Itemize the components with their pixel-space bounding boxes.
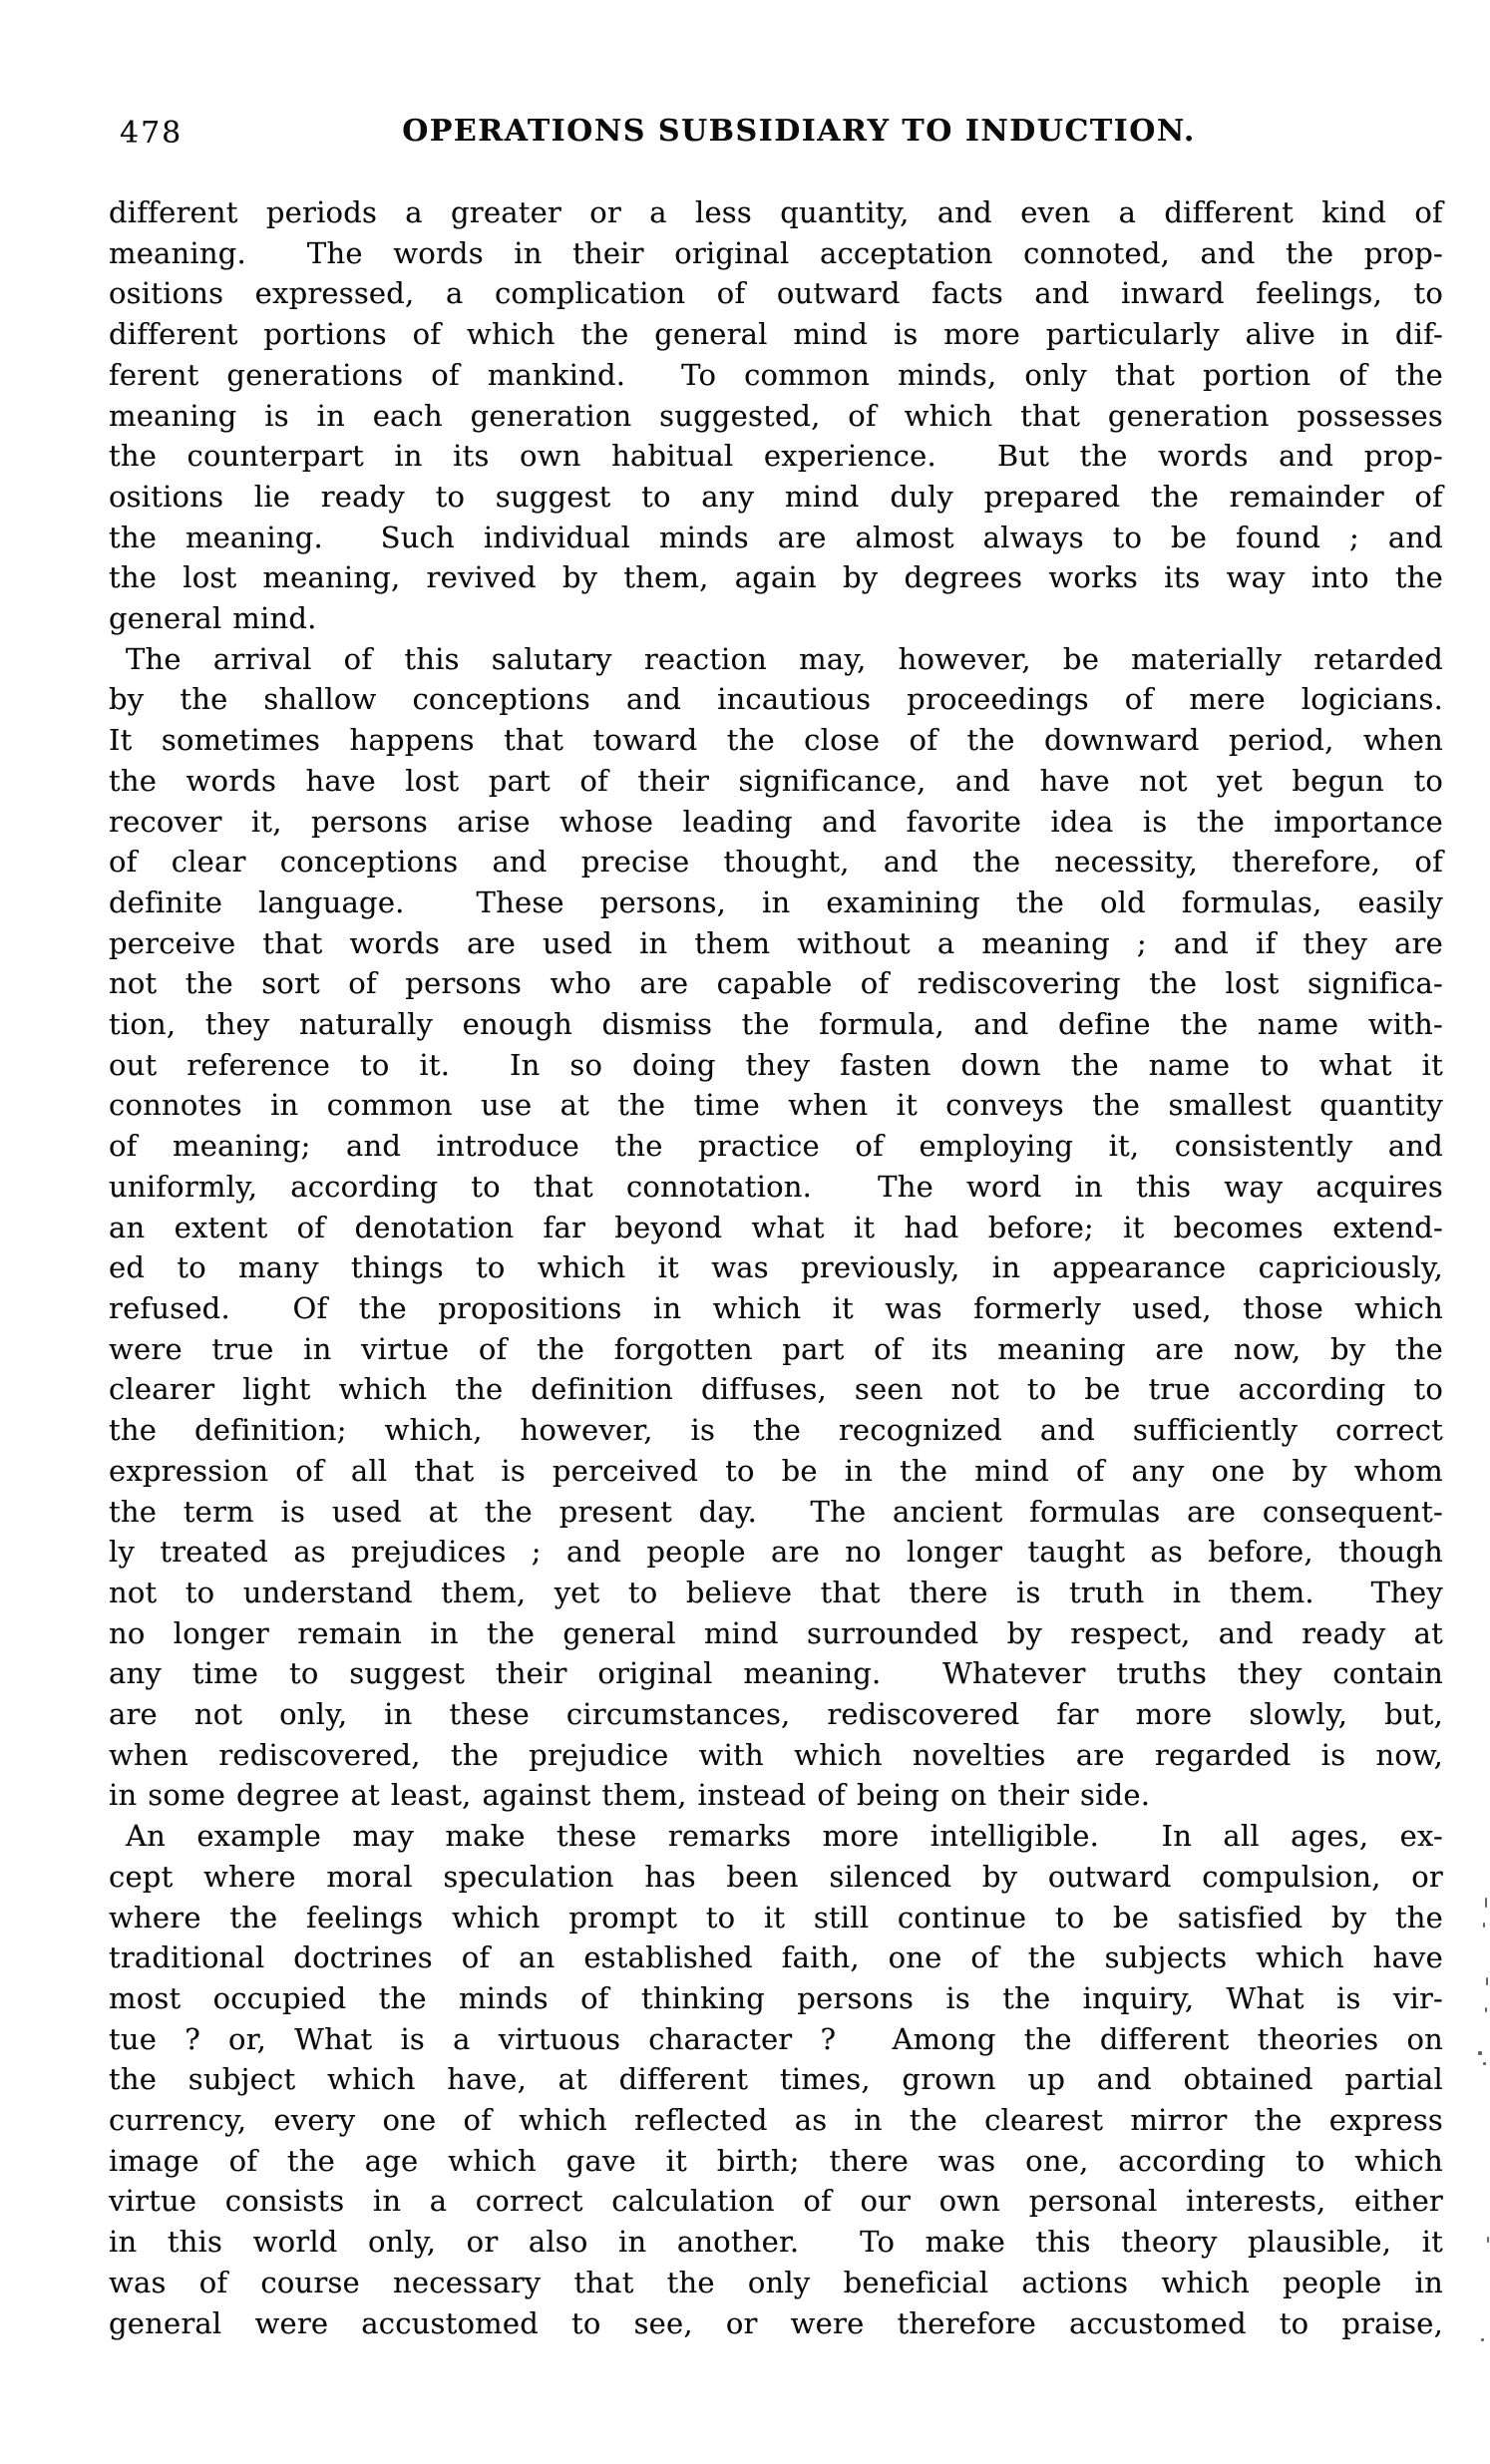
text-line: meaning is in each generation suggested, of which that generation possesses — [109, 398, 1443, 433]
text-line: general mind. — [109, 601, 317, 636]
scan-speck — [1478, 2051, 1482, 2055]
text-line: in this world only, or also in another. To make this theory plausible, it — [109, 2225, 1443, 2260]
text-line: by the shallow conceptions and incautious proceedings of mere logicians. — [109, 682, 1443, 717]
text-line: the definition; which, however, is the recognized and sufficiently correct — [109, 1413, 1443, 1448]
text-line: An example may make these remarks more intelligible. In all ages, ex- — [126, 1819, 1443, 1854]
text-line: virtue consists in a correct calculation of our own personal interests, either — [109, 2184, 1443, 2219]
text-line: the words have lost part of their significance, and have not yet begun to — [109, 763, 1443, 798]
paragraph — [109, 1816, 1443, 2343]
text-line: out reference to it. In so doing they fasten down the name to what it — [109, 1047, 1443, 1082]
text-line: refused. Of the propositions in which it was formerly used, those which — [109, 1290, 1443, 1325]
page-number: 478 — [120, 116, 184, 151]
text-line: expression of all that is perceived to be in the mind of any one by whom — [109, 1453, 1443, 1488]
text-line: tue ? or, What is a virtuous character ? Among the different theories on — [109, 2021, 1443, 2056]
running-title: OPERATIONS SUBSIDIARY TO INDUCTION. — [402, 114, 1196, 149]
scan-speck — [1481, 2338, 1484, 2341]
text-line: were true in virtue of the forgotten part of its meaning are now, by the — [109, 1331, 1443, 1366]
text-line: the subject which have, at different times, grown up and obtained partial — [109, 2062, 1443, 2097]
text-line: ed to many things to which it was previously, in appearance capriciously, — [109, 1250, 1443, 1285]
text-line: where the feelings which prompt to it still continue to be satisfied by the — [109, 1900, 1443, 1935]
text-line: meaning. The words in their original acceptation connoted, and the prop- — [109, 235, 1443, 270]
text-line: the lost meaning, revived by them, again by degrees works its way into the — [109, 560, 1443, 595]
scan-speck — [1486, 1977, 1488, 1985]
text-line: are not only, in these circumstances, rediscovered far more slowly, but, — [109, 1697, 1443, 1732]
text-line: an extent of denotation far beyond what it had before; it becomes extend- — [109, 1210, 1443, 1244]
text-line: the term is used at the present day. The ancient formulas are consequent- — [109, 1494, 1443, 1529]
text-line: ositions expressed, a complication of outward facts and inward feelings, to — [109, 276, 1443, 311]
scan-speck — [1485, 1898, 1487, 1908]
text-line: perceive that words are used in them without a meaning ; and if they are — [109, 925, 1443, 960]
text-line: cept where moral speculation has been silenced by outward compulsion, or — [109, 1859, 1443, 1894]
paragraph — [109, 192, 1443, 639]
text-line: not the sort of persons who are capable of rediscovering the lost significa- — [109, 966, 1443, 1001]
text-line: ositions lie ready to suggest to any mind duly prepared the remainder of — [109, 479, 1443, 514]
text-line: image of the age which gave it birth; there was one, according to which — [109, 2143, 1443, 2178]
scan-speck — [1487, 2237, 1489, 2243]
text-line: ly treated as prejudices ; and people are no longer taught as before, though — [109, 1535, 1443, 1570]
text-line: definite language. These persons, in examining the old formulas, easily — [109, 884, 1443, 919]
scan-speck — [1483, 2062, 1486, 2065]
text-line: of meaning; and introduce the practice of employing it, consistently and — [109, 1129, 1443, 1164]
scan-speck — [1483, 1923, 1485, 1928]
text-line: when rediscovered, the prejudice with which novelties are regarded is now, — [109, 1737, 1443, 1772]
text-line: recover it, persons arise whose leading and favorite idea is the importance — [109, 804, 1443, 839]
text-line: currency, every one of which reflected as in the clearest mirror the express — [109, 2103, 1443, 2138]
text-line: any time to suggest their original meaning. Whatever truths they contain — [109, 1656, 1443, 1691]
text-line: ferent generations of mankind. To common minds, only that portion of the — [109, 357, 1443, 392]
text-line: It sometimes happens that toward the close of the downward period, when — [109, 723, 1443, 758]
text-block — [109, 192, 1443, 2343]
text-line: tion, they naturally enough dismiss the formula, and define the name with- — [109, 1007, 1443, 1042]
text-line: traditional doctrines of an established faith, one of the subjects which have — [109, 1940, 1443, 1975]
text-line: different periods a greater or a less quantity, and even a different kind of — [109, 195, 1443, 229]
text-line: in some degree at least, against them, instead of being on their side. — [109, 1778, 1151, 1813]
text-line: the counterpart in its own habitual experience. But the words and prop- — [109, 439, 1443, 474]
text-line: the meaning. Such individual minds are almost always to be found ; and — [109, 520, 1443, 554]
text-line: The arrival of this salutary reaction may, however, be materially retarded — [126, 641, 1443, 676]
text-line: not to understand them, yet to believe that there is truth in them. They — [109, 1575, 1443, 1609]
text-line: different portions of which the general mind is more particularly alive in dif- — [109, 317, 1443, 352]
text-line: uniformly, according to that connotation. The word in this way acquires — [109, 1169, 1443, 1204]
paragraph — [109, 639, 1443, 1816]
text-line: no longer remain in the general mind surrounded by respect, and ready at — [109, 1615, 1443, 1650]
text-line: of clear conceptions and precise thought, and the necessity, therefore, of — [109, 845, 1443, 880]
text-line: general were accustomed to see, or were therefore accustomed to praise, — [109, 2305, 1443, 2340]
text-line: was of course necessary that the only beneficial actions which people in — [109, 2265, 1443, 2299]
text-line: connotes in common use at the time when it conveys the smallest quantity — [109, 1088, 1443, 1123]
scan-speck — [1485, 2007, 1487, 2012]
page-header — [109, 114, 1443, 156]
text-line: most occupied the minds of thinking persons is the inquiry, What is vir- — [109, 1980, 1443, 2015]
text-line: clearer light which the definition diffuses, seen not to be true according to — [109, 1372, 1443, 1407]
